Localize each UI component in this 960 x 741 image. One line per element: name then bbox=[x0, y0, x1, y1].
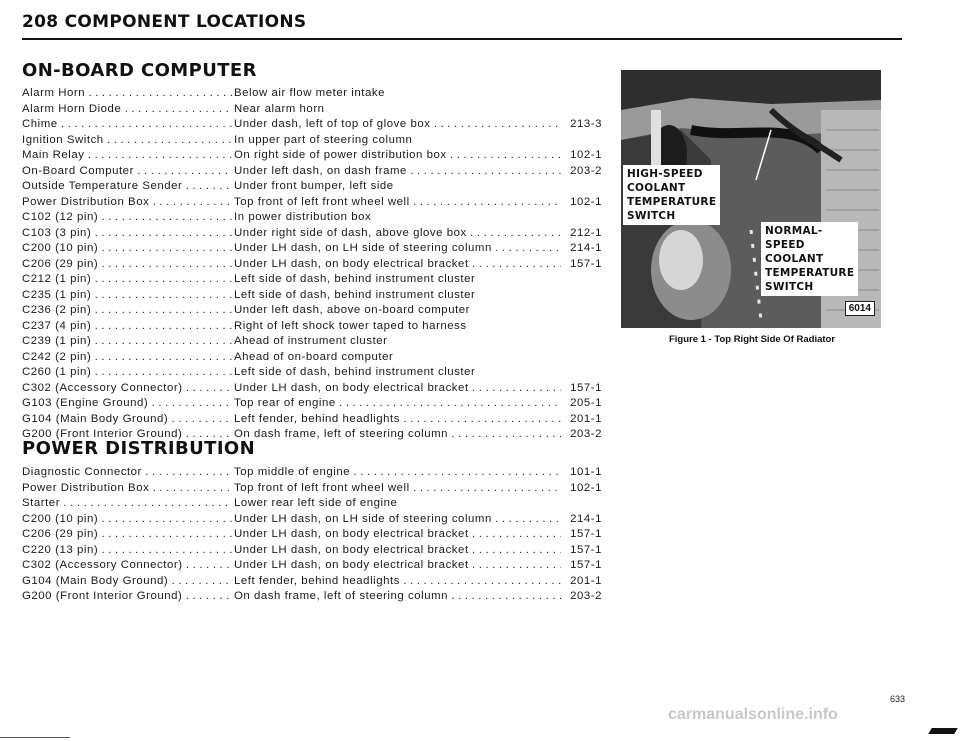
component-location: Under front bumper, left side bbox=[234, 179, 561, 195]
table-row bbox=[22, 179, 602, 195]
component-name: Diagnostic Connector . . . bbox=[22, 465, 232, 481]
component-location: Left side of dash, behind instrument cluster bbox=[234, 288, 561, 304]
component-name: C206 (29 pin) . . . bbox=[22, 527, 232, 543]
component-name: Starter . . . bbox=[22, 496, 232, 512]
component-location: In upper part of steering column bbox=[234, 133, 561, 149]
table-row bbox=[22, 543, 602, 559]
page-reference: 214-1 bbox=[563, 512, 602, 528]
component-location: Right of left shock tower taped to harness bbox=[234, 319, 561, 335]
corner-mark bbox=[928, 728, 957, 734]
component-location: Below air flow meter intake bbox=[234, 86, 561, 102]
page-reference: 203-2 bbox=[563, 427, 602, 443]
table-row bbox=[22, 589, 602, 605]
table-row bbox=[22, 257, 602, 273]
component-location: Under left dash, above on-board computer bbox=[234, 303, 561, 319]
figure-number: 6014 bbox=[845, 301, 875, 316]
table-row bbox=[22, 365, 602, 381]
table-row bbox=[22, 481, 602, 497]
component-name: Outside Temperature Sender . . . bbox=[22, 179, 232, 195]
table-row bbox=[22, 210, 602, 226]
component-name: G104 (Main Body Ground) . . . bbox=[22, 412, 232, 428]
figure-caption: Figure 1 - Top Right Side Of Radiator bbox=[668, 334, 836, 345]
table-row bbox=[22, 102, 602, 118]
table-row bbox=[22, 334, 602, 350]
callout-normal-line-3: COOLANT bbox=[765, 253, 824, 265]
component-location: On right side of power distribution box . . . bbox=[234, 148, 561, 164]
component-location: Top front of left front wheel well . . . bbox=[234, 481, 561, 497]
page-reference: 203-2 bbox=[563, 589, 602, 605]
callout-normal-line-5: SWITCH bbox=[765, 281, 814, 293]
component-name: C302 (Accessory Connector) . . . bbox=[22, 558, 232, 574]
component-name: C102 (12 pin) . . . bbox=[22, 210, 232, 226]
component-name: G200 (Front Interior Ground) . . . bbox=[22, 427, 232, 443]
page-reference: 157-1 bbox=[563, 543, 602, 559]
component-location: On dash frame, left of steering column . . . bbox=[234, 589, 561, 605]
component-location: Under LH dash, on body electrical bracket . . . bbox=[234, 257, 561, 273]
page-reference: 201-1 bbox=[563, 574, 602, 590]
table-row bbox=[22, 350, 602, 366]
component-name: C200 (10 pin) . . . bbox=[22, 512, 232, 528]
callout-high-line-1: HIGH-SPEED bbox=[627, 168, 703, 180]
component-name: C242 (2 pin) . . . bbox=[22, 350, 232, 366]
page-reference: 203-2 bbox=[563, 164, 602, 180]
table-row bbox=[22, 117, 602, 133]
table-row bbox=[22, 527, 602, 543]
page-reference: 102-1 bbox=[563, 195, 602, 211]
component-location: Left side of dash, behind instrument cluster bbox=[234, 272, 561, 288]
component-location: Top front of left front wheel well . . . bbox=[234, 195, 561, 211]
page-reference: 205-1 bbox=[563, 396, 602, 412]
callout-high-line-2: COOLANT bbox=[627, 182, 686, 194]
component-name: G104 (Main Body Ground) . . . bbox=[22, 574, 232, 590]
radiator-photo bbox=[621, 70, 881, 328]
page-reference: 214-1 bbox=[563, 241, 602, 257]
table-row bbox=[22, 396, 602, 412]
page-reference: 157-1 bbox=[563, 558, 602, 574]
table-row bbox=[22, 133, 602, 149]
component-name: C200 (10 pin) . . . bbox=[22, 241, 232, 257]
section-heading-on-board-computer: ON-BOARD COMPUTER bbox=[22, 60, 257, 81]
table-row bbox=[22, 241, 602, 257]
table-row bbox=[22, 226, 602, 242]
component-name: Alarm Horn Diode . . . bbox=[22, 102, 232, 118]
on-board-computer-table bbox=[22, 86, 602, 443]
component-location: Top rear of engine . . . bbox=[234, 396, 561, 412]
page-reference: 102-1 bbox=[563, 148, 602, 164]
callout-normal-line-4: TEMPERATURE bbox=[765, 267, 855, 279]
table-row bbox=[22, 303, 602, 319]
table-row bbox=[22, 319, 602, 335]
table-row bbox=[22, 148, 602, 164]
component-name: C235 (1 pin) . . . bbox=[22, 288, 232, 304]
component-name: Chime . . . bbox=[22, 117, 232, 133]
table-row bbox=[22, 496, 602, 512]
table-row bbox=[22, 272, 602, 288]
component-location: Under dash, left of top of glove box . . . bbox=[234, 117, 561, 133]
component-name: C302 (Accessory Connector) . . . bbox=[22, 381, 232, 397]
component-name: Ignition Switch . . . bbox=[22, 133, 232, 149]
table-row bbox=[22, 465, 602, 481]
page-reference: 101-1 bbox=[563, 465, 602, 481]
page-header: 208 COMPONENT LOCATIONS bbox=[22, 12, 307, 32]
component-location: Near alarm horn bbox=[234, 102, 561, 118]
component-location: Under LH dash, on LH side of steering column . . . bbox=[234, 512, 561, 528]
component-location: On dash frame, left of steering column . . . bbox=[234, 427, 561, 443]
component-name: C220 (13 pin) . . . bbox=[22, 543, 232, 559]
table-row bbox=[22, 164, 602, 180]
component-name: C103 (3 pin) . . . bbox=[22, 226, 232, 242]
component-location: Left fender, behind headlights . . . bbox=[234, 574, 561, 590]
component-location: Ahead of on-board computer bbox=[234, 350, 561, 366]
component-location: Left fender, behind headlights . . . bbox=[234, 412, 561, 428]
component-name: C260 (1 pin) . . . bbox=[22, 365, 232, 381]
callout-normal-speed-switch bbox=[761, 222, 858, 296]
component-location: Under LH dash, on body electrical bracket . . . bbox=[234, 558, 561, 574]
component-name: C212 (1 pin) . . . bbox=[22, 272, 232, 288]
table-row bbox=[22, 574, 602, 590]
callout-high-line-4: SWITCH bbox=[627, 210, 676, 222]
table-row bbox=[22, 86, 602, 102]
table-row bbox=[22, 512, 602, 528]
component-name: On-Board Computer . . . bbox=[22, 164, 232, 180]
page-reference: 213-3 bbox=[563, 117, 602, 133]
component-location: Under LH dash, on body electrical bracket . . . bbox=[234, 543, 561, 559]
table-row bbox=[22, 288, 602, 304]
page-reference: 157-1 bbox=[563, 527, 602, 543]
table-row bbox=[22, 558, 602, 574]
component-name: Main Relay . . . bbox=[22, 148, 232, 164]
component-name: C239 (1 pin) . . . bbox=[22, 334, 232, 350]
component-location: In power distribution box bbox=[234, 210, 561, 226]
bottom-line bbox=[0, 737, 70, 738]
component-location: Left side of dash, behind instrument cluster bbox=[234, 365, 561, 381]
component-location: Top middle of engine . . . bbox=[234, 465, 561, 481]
page-reference: 212-1 bbox=[563, 226, 602, 242]
component-name: G103 (Engine Ground) . . . bbox=[22, 396, 232, 412]
page-number: 633 bbox=[890, 694, 906, 704]
table-row bbox=[22, 381, 602, 397]
table-row bbox=[22, 412, 602, 428]
component-name: C236 (2 pin) . . . bbox=[22, 303, 232, 319]
component-name: C237 (4 pin) . . . bbox=[22, 319, 232, 335]
power-distribution-table bbox=[22, 465, 602, 605]
component-location: Lower rear left side of engine bbox=[234, 496, 561, 512]
component-name: Power Distribution Box . . . bbox=[22, 481, 232, 497]
callout-high-line-3: TEMPERATURE bbox=[627, 196, 717, 208]
table-row bbox=[22, 195, 602, 211]
callout-normal-line-1: NORMAL- bbox=[765, 225, 823, 237]
watermark: carmanualsonline.info bbox=[668, 706, 838, 723]
callout-normal-line-2: SPEED bbox=[765, 239, 805, 251]
component-location: Ahead of instrument cluster bbox=[234, 334, 561, 350]
component-name: Alarm Horn . . . bbox=[22, 86, 232, 102]
component-location: Under LH dash, on body electrical bracket . . . bbox=[234, 527, 561, 543]
component-name: G200 (Front Interior Ground) . . . bbox=[22, 589, 232, 605]
component-location: Under left dash, on dash frame . . . bbox=[234, 164, 561, 180]
component-name: Power Distribution Box . . . bbox=[22, 195, 232, 211]
page-reference: 157-1 bbox=[563, 381, 602, 397]
page-reference: 201-1 bbox=[563, 412, 602, 428]
section-heading-power-distribution: POWER DISTRIBUTION bbox=[22, 438, 256, 459]
component-name: C206 (29 pin) . . . bbox=[22, 257, 232, 273]
header-rule bbox=[22, 38, 902, 40]
component-location: Under right side of dash, above glove box . . . bbox=[234, 226, 561, 242]
component-location: Under LH dash, on LH side of steering column . . . bbox=[234, 241, 561, 257]
page-reference: 102-1 bbox=[563, 481, 602, 497]
callout-high-speed-switch bbox=[623, 165, 720, 225]
page-reference: 157-1 bbox=[563, 257, 602, 273]
component-location: Under LH dash, on body electrical bracket . . . bbox=[234, 381, 561, 397]
